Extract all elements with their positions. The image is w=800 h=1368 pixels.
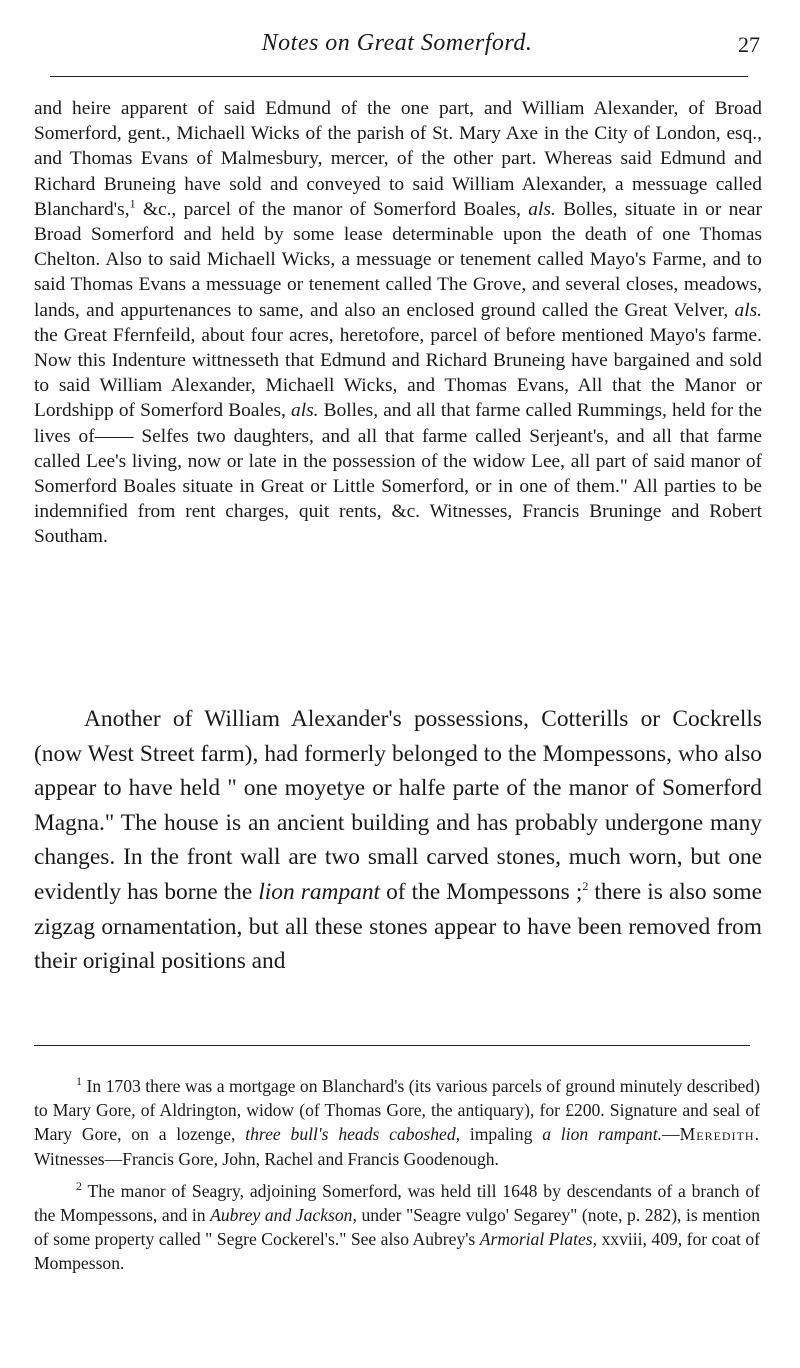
footnote-text: In 1703 there was a mortgage on Blanchard's (its various parcels of ground minutely described) to Mary Gore, of Aldrington, widow (of Thomas Gore, the antiquary), for £200. Signature and seal of Mary Gore, on a lozenge, [34, 1076, 760, 1145]
footnote-marker: 1 [76, 1074, 82, 1089]
page-header [34, 30, 760, 64]
footnote-marker: 2 [76, 1178, 82, 1193]
page-number: 27 [738, 32, 760, 57]
footnote-text: xxviii, 409, for coat of Mompesson. [34, 1229, 760, 1274]
footnote-ref-2[interactable]: 2 [582, 879, 589, 894]
quote-text-1: and heire apparent of said Edmund of the one part, and William Alexander, of Broad Somerford, gent., Michaell Wicks of the parish of St. Mary Axe in the City of London, esq., and Thomas Evans of Malmesbury, mercer, of the other part. Whereas said Edmund and Richard Bruneing have sold and conveyed to said William Alexander, a messuage called Blanchard's, [34, 98, 762, 220]
footnote-rule [34, 1045, 750, 1046]
footnote-text: Witnesses—Francis Gore, John, Rachel and Francis Goodenough. [34, 1148, 499, 1169]
quote-text-3: Bolles, situate in or near Broad Somerford and held by some lease determinable upon the death of one Thomas Chelton. Also to said Michaell Wicks, a messuage or tenement called Mayo's Farme, and to said Thomas Evans a messuage or tenement called The Grove, and several closes, meadows, lands, and appurtenances to same, and also an enclosed ground called the Great Velver, [34, 198, 763, 321]
main-text-3: there is also some zigzag ornamentation, but all these stones appear to have been removed from their original positions and [34, 878, 762, 975]
footnote-italic: a lion rampant. [542, 1124, 663, 1145]
footnote-source: Meredith. [679, 1124, 760, 1145]
als-abbrev: als. [734, 299, 762, 321]
main-text-1: Another of William Alexander's possessions, Cotterills or Cockrells (now West Street farm), had formerly belonged to the Mompessons, who also appear to have held " one moyetye or halfe parte of the manor of Somerford Magna." The house is an ancient building and has probably undergone many changes. In the front wall are two small carved stones, much worn, but one evidently has borne the [34, 706, 762, 905]
header-rule [50, 76, 748, 77]
running-title: Notes on Great Somerford. [261, 30, 533, 56]
footnote-1 [34, 1074, 760, 1171]
footnote-text: — [662, 1124, 680, 1145]
footnote-text: The manor of Seagry, adjoining Somerford, was held till 1648 by descendants of a branch of the Mompessons, and in [34, 1180, 760, 1226]
footnote-text: impaling [460, 1124, 543, 1145]
quote-text-4: the Great Ffernfeild, about four acres, heretofore, parcel of before mentioned Mayo's farme. Now this Indenture wittnesseth that Edmund and Richard Bruneing have bargained and sold to said William Alexander, Michaell Wicks, and Thomas Evans, All that the Manor or Lordshipp of Somerford Boales, [34, 324, 762, 422]
als-abbrev: als. [528, 198, 556, 220]
footnote-ref-1[interactable]: 1 [129, 196, 136, 211]
footnotes [34, 1074, 760, 1284]
footnote-2 [34, 1179, 760, 1276]
main-paragraph [34, 702, 762, 979]
main-text-2: of the Mompessons ; [380, 878, 583, 905]
footnote-italic: Aubrey and Jackson, [210, 1205, 357, 1226]
quote-text-5: Bolles, and all that farme called Rummings, held for the lives of—— Selfes two daughters, and all that farme called Serjeant's, and all that farme called Lee's living, now or late in the possession of the widow Lee, all part of said manor of Somerford Boales situate in Great or Little Somerford, or in one of them." All parties to be indemnified from rent charges, quit rents, &c. Witnesses, Francis Bruninge and Robert Southam. [34, 400, 762, 548]
indenture-quotation [34, 96, 762, 550]
footnote-italic: three bull's heads caboshed, [245, 1124, 461, 1145]
footnote-text: under "Seagre vulgo' Segarey" (note, p. 282), is mention of some property called " Segre Cockerel's." See also Aubrey's [34, 1205, 760, 1250]
lion-rampant-italic: lion rampant [258, 878, 381, 905]
quote-text-2: &c., parcel of the manor of Somerford Boales, [135, 198, 529, 220]
footnote-italic: Armorial Plates, [479, 1229, 598, 1250]
als-abbrev: als. [291, 400, 319, 422]
